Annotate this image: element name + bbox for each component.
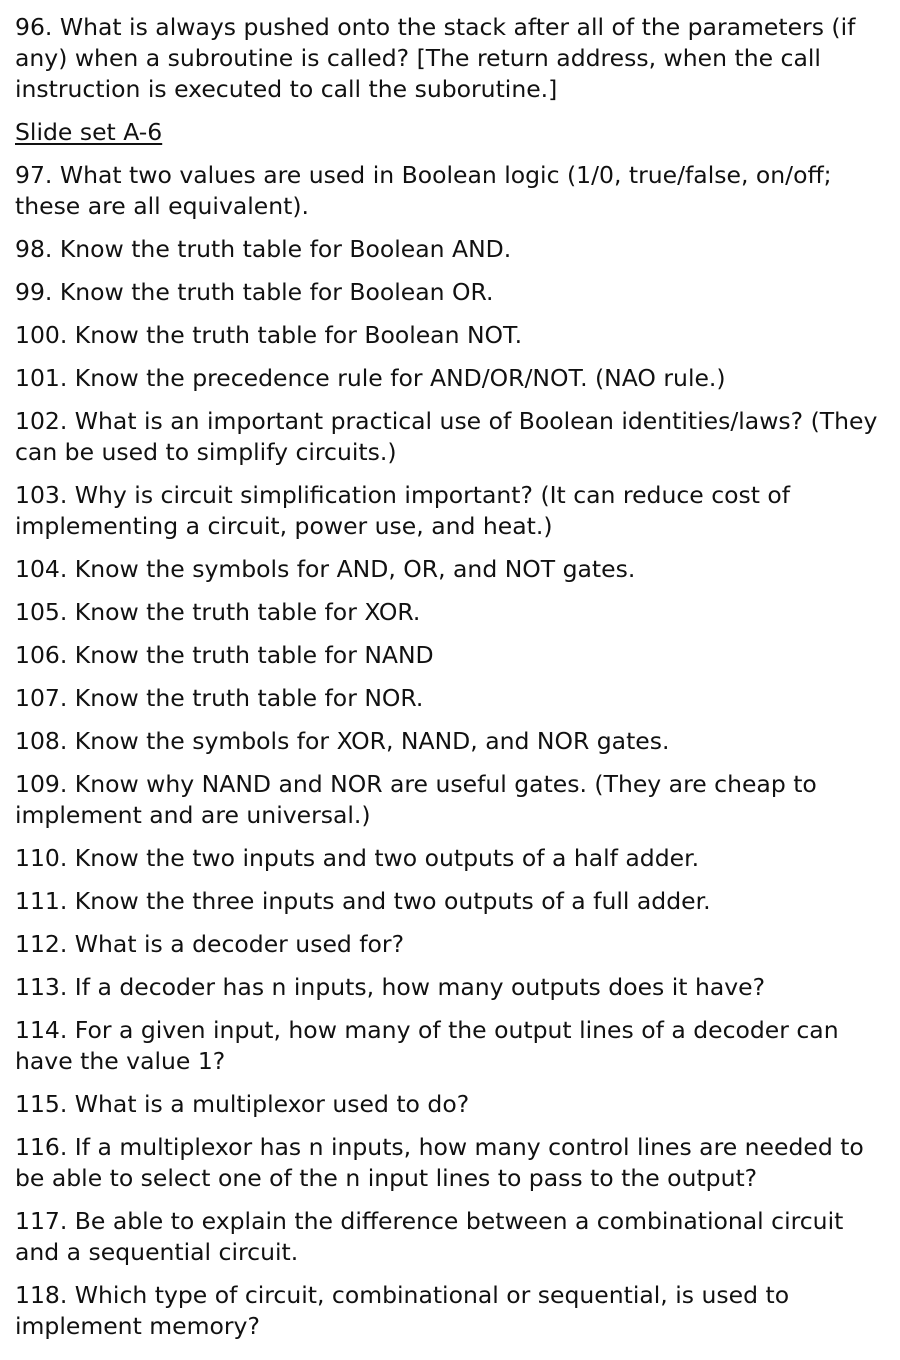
section-heading-slide-set-a6: Slide set A-6 [15, 118, 163, 146]
question-106: 106. Know the truth table for NAND [15, 641, 434, 669]
question-99: 99. Know the truth table for Boolean OR. [15, 278, 494, 306]
question-110: 110. Know the two inputs and two outputs of a half adder. [15, 844, 700, 872]
question-113: 113. If a decoder has n inputs, how many outputs does it have? [15, 973, 766, 1001]
question-109: 109. Know why NAND and NOR are useful gates. (They are cheap to implement and are universal.) [15, 770, 817, 829]
question-117: 117. Be able to explain the difference between a combinational circuit and a sequential circuit. [15, 1207, 844, 1266]
question-111: 111. Know the three inputs and two outputs of a full adder. [15, 887, 711, 915]
question-108: 108. Know the symbols for XOR, NAND, and NOR gates. [15, 727, 670, 755]
question-112: 112. What is a decoder used for? [15, 930, 405, 958]
question-118: 118. Which type of circuit, combinational or sequential, is used to implement memory? [15, 1281, 790, 1340]
question-107: 107. Know the truth table for NOR. [15, 684, 424, 712]
question-100: 100. Know the truth table for Boolean NOT. [15, 321, 523, 349]
question-116: 116. If a multiplexor has n inputs, how many control lines are needed to be able to select one of the n input lines to pass to the output? [15, 1133, 864, 1192]
question-103: 103. Why is circuit simplification important? (It can reduce cost of implementing a circuit, power use, and heat.) [15, 481, 791, 540]
question-98: 98. Know the truth table for Boolean AND. [15, 235, 512, 263]
question-114: 114. For a given input, how many of the output lines of a decoder can have the value 1? [15, 1016, 839, 1075]
question-97: 97. What two values are used in Boolean logic (1/0, true/false, on/off; these are all equivalent). [15, 161, 832, 220]
question-115: 115. What is a multiplexor used to do? [15, 1090, 470, 1118]
question-104: 104. Know the symbols for AND, OR, and NOT gates. [15, 555, 636, 583]
question-96: 96. What is always pushed onto the stack after all of the parameters (if any) when a subroutine is called? [The return address, when the call instruction is executed to call the suborutine.] [15, 13, 856, 103]
question-102: 102. What is an important practical use of Boolean identities/laws? (They can be used to simplify circuits.) [15, 407, 878, 466]
question-101: 101. Know the precedence rule for AND/OR/NOT. (NAO rule.) [15, 364, 726, 392]
question-105: 105. Know the truth table for XOR. [15, 598, 421, 626]
